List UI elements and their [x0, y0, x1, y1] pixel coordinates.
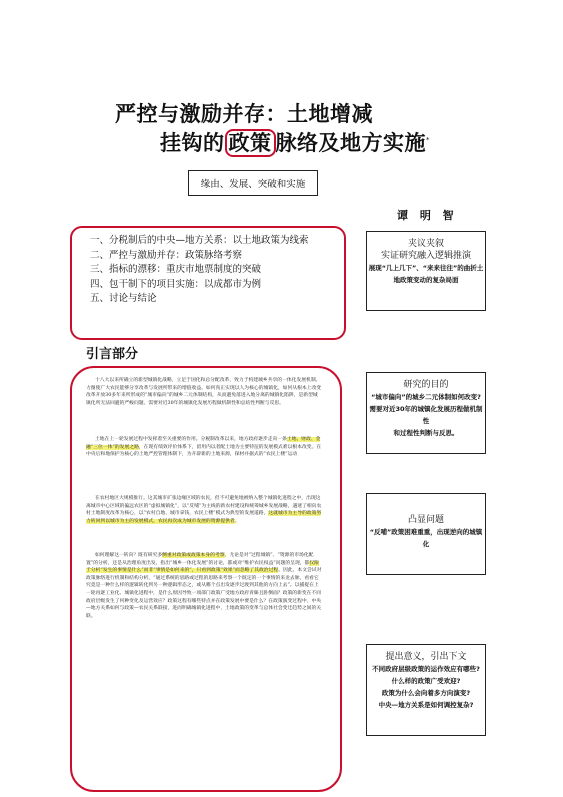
title-note-mark: *	[426, 136, 430, 144]
paragraph-text: ，在现有绩效评价体系下，留用内以者配土地为主要特征的发展模式难以根本改变。在中央后和地保护为核心的土地严控管理体制下，为开辟新的土地来源，探材并据式的“农民上楼”运动	[86, 444, 322, 458]
paragraph-2	[86, 436, 322, 459]
annotation-line: “城市偏向”的城乡二元体制如何改变?	[371, 393, 481, 401]
paragraph-4	[86, 552, 322, 620]
annotation-heading: 提出意义，引出下文	[385, 652, 467, 662]
annotation-heading: 研究的目的	[403, 380, 449, 390]
paragraph-text: 土地在上一轮发展过程中发挥着至关重要的作用。分税制改革以来，地方政府逐步走向一条	[95, 437, 287, 442]
highlighted-text: 仅限于分析“发生的事情是什么”而非“事情是如何来的”，只看到政策“效果”而忽略了其政治过程	[86, 560, 319, 574]
section-title: 引言部分	[86, 347, 139, 362]
annotation-line: 夹议夹叙	[407, 239, 444, 249]
paragraph-1: 十八大以来所确立的新型城镇化战略，立足于国化和总分配改革，致力于构建城乡共享的一体化发展机制。力图使广大农民能够分享改革与发展所带来的增值收益。如何真正实现以人为核心的城镇化，如何从根本上改变改革开放30多年来所形成的“城市偏向”的城乡二元体制结构，从而避免落进入地分离的城镇化陷阱，是新型城镇化所无法回避的严峻问题。需要对近30年的城镇化发展历程做机制性和总结性判断与反思。	[86, 378, 322, 406]
annotation-line: 不同政府层级政策的运作效应有哪些?	[372, 665, 480, 673]
title-part-after: 脉络及地方实施	[275, 131, 426, 155]
annotation-box-method	[366, 231, 486, 311]
toc-item: 五、讨论与结论	[90, 293, 157, 304]
table-of-contents	[70, 226, 346, 340]
annotation-line: “反哺”政策困难重重，出现逆向的城镇化	[369, 528, 483, 548]
annotation-heading: 凸显问题	[407, 515, 444, 525]
annotation-box-problem	[366, 493, 486, 575]
article-title-line2	[160, 127, 430, 157]
paragraph-text: 。	[234, 518, 240, 524]
article-title-line1: 严控与激励并存：土地增减	[115, 102, 373, 126]
paragraph-text: ，尤论是对“过程城镇”、“资源的市场化配置”的分析，还是从治理角度出发，指出“城乡一体化发展”的讨论，都或对“维护农民权益”问题的呈现，都	[86, 553, 314, 566]
annotation-line: 实证研究融入逻辑推演	[380, 251, 471, 261]
annotation-line: 展现“几上几下”、“来来往往”的曲折土	[368, 264, 484, 272]
subtitle: 缘由、发展、突破和实施	[200, 179, 306, 190]
annotation-line: 政策为什么会向着多方向演变?	[381, 689, 471, 697]
toc-item: 三、指标的漂移：重庆市地票制度的突破	[90, 264, 262, 275]
paragraph-3	[86, 495, 322, 525]
author: 谭 明 智	[397, 209, 458, 222]
paragraph-text: 。因此，本文尝试对政策脉络进行机制和结构分析，“通过系统的思路或过程的思路来考察一个既定的一个事情的来龙去脉，看看它究竟是一种什么样的逻辑转化到另一种逻辑形态之，或从哪个点出发逐步过渡到其他的方向上去”。以捕捉在上一轮再逐工业化、城镇化进程中，是什么原因导致一项部门政策广受地方政府青睐且卧倒面？政策的新变在不同政府层级发生了何种变化及运营效应？政策这程有哪些特点并在政策发展中要是什么？在政策演变过程中，中央—地方关系如何与政策—农民关系联接，进而明确城镇化进程中，土地政策的变革与总体社会变迁趋势之间的关联。	[86, 568, 322, 619]
paragraph-text: 在农村地区大规模推行。这其城市扩张边缘区域的农民，但不可避免地被纳入整个城镇化进程之中，出现这离城市中心区域的偏远农区的“虚拟城镇化”，以“反哺”为主线的新农村建设和统筹城乡发展战略，遇迷了相向农村土地制度改革为核心，以“农村自地、城市拿钱，农民上楼”模式为典型的发展道路，	[86, 496, 322, 517]
annotation-box-significance	[366, 644, 486, 736]
title-part-before: 挂钩的	[160, 131, 225, 155]
annotation-box-purpose	[366, 372, 486, 454]
highlighted-text: 侧重对政策或政策本身的考察	[162, 553, 225, 558]
title-circled-word: 政策	[225, 129, 276, 157]
annotation-line: 需要对近30年的城镇化发展历程做机制性	[369, 405, 483, 425]
annotation-line: 中央—地方关系是如何调控复杂?	[378, 701, 474, 709]
toc-item: 四、包干制下的项目实施：以成都市为例	[90, 278, 262, 290]
annotation-line: 地政策变动的复杂局面	[393, 276, 459, 284]
annotation-line: 什么样的政策广受欢迎?	[391, 677, 461, 685]
toc-item: 一、分税制后的中央—地方关系：以土地政策为线索	[90, 235, 309, 246]
paragraph-text: 如何理解这一转向？既有研究多	[95, 553, 163, 558]
toc-item: 二、严控与激励并存：政策脉络考察	[90, 249, 243, 261]
highlighted-text: 这就城市为主导的政策努力转回到以城市为主的发展模式，农民再次成为城市发展的资源提供者	[86, 511, 322, 524]
subtitle-box	[188, 170, 318, 196]
highlighted-text: 土地、财政、金融“三位一体”的发展之路	[86, 437, 321, 450]
annotation-line: 和过程性判断与反思。	[393, 429, 459, 437]
